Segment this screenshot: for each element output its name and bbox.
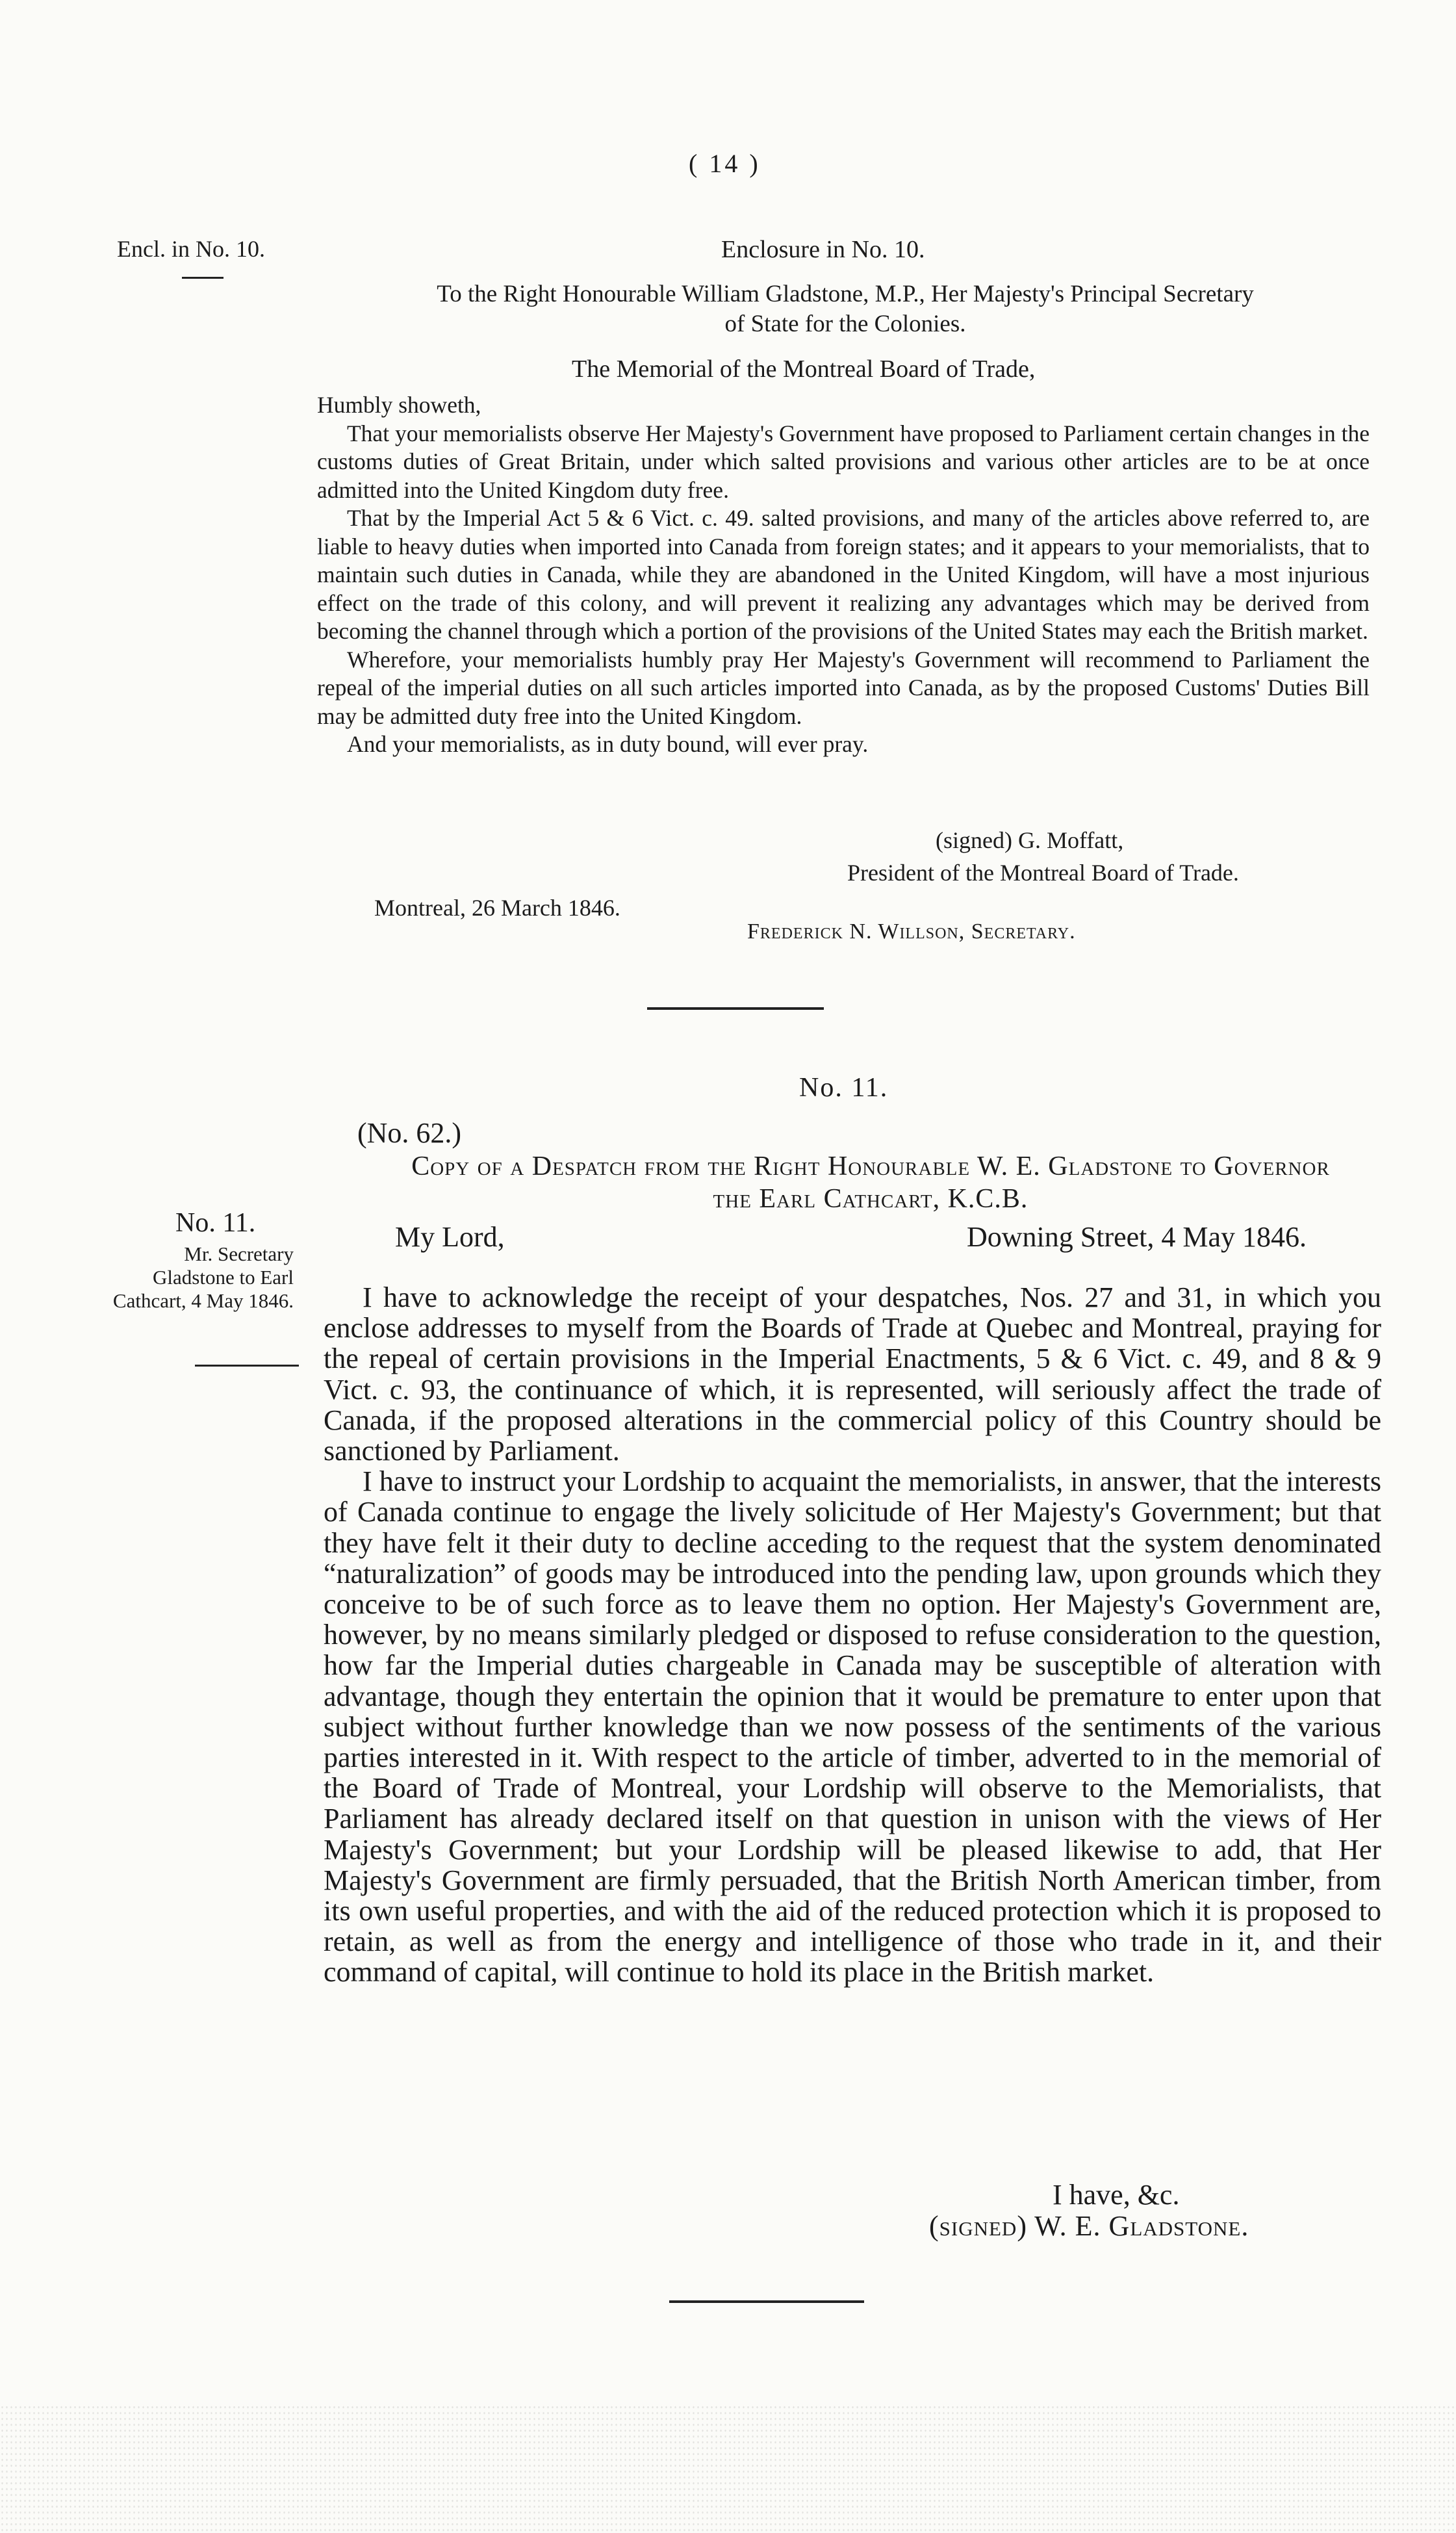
despatch-paragraph: I have to acknowledge the receipt of your despatches, Nos. 27 and 31, in which you enclose addresses to myself from the Boards of Trade at Quebec and Montreal, praying for the repeal of certain provisions in the Imperial Enactments, 5 & 6 Vict. c. 49, and 8 & 9 Vict. c. 93, the continuance of which, it is represented, will seriously affect the trade of Canada, if the proposed alterations in the commercial policy of this Country should be sanctioned by Parliament. bbox=[324, 1281, 1381, 1467]
despatch-salutation: My Lord, bbox=[395, 1221, 505, 1253]
secretary-signature: Frederick N. Willson, Secretary. bbox=[747, 919, 1076, 944]
margin-note-description: Mr. Secretary Gladstone to Earl Cathcart, 4 May 1846. bbox=[112, 1242, 294, 1312]
address-line-2: of State for the Colonies. bbox=[724, 311, 966, 337]
end-divider bbox=[669, 2300, 864, 2303]
memorial-paragraph: Wherefore, your memorialists humbly pray Her Majesty's Government will recommend to Parliament the repeal of the imperial duties on all such articles imported into Canada, as by the proposed Customs' Duties Bill may be admitted duty free into the United Kingdom. bbox=[317, 646, 1370, 729]
scan-speckle bbox=[0, 2404, 1456, 2533]
memorial-salutation: Humbly showeth, bbox=[317, 392, 481, 418]
page-number: ( 14 ) bbox=[689, 149, 761, 178]
despatch-title-line-2: the Earl Cathcart, K.C.B. bbox=[713, 1184, 1028, 1214]
despatch-closing: I have, &c. bbox=[1053, 2179, 1180, 2211]
despatch-number-heading: No. 11. bbox=[799, 1073, 889, 1103]
despatch-body bbox=[324, 1252, 1381, 1988]
margin-divider bbox=[182, 277, 224, 279]
despatch-paragraph: I have to instruct your Lordship to acquaint the memorialists, in answer, that the interests of Canada continue to engage the lively solicitude of Her Majesty's Government; but that they have felt it their duty to decline acceding to the request that the system denominated “naturalization” of goods may be introduced into the pending law, upon grounds which they conceive to be of such force as to leave them no option. Her Majesty's Government are, however, by no means similarly pledged or disposed to refuse consideration to the question, how far the Imperial duties chargeable in Canada may be susceptible of alteration with advantage, though they entertain the opinion that it would be premature to enter upon that subject without further knowledge than we now possess of the sentiments of the various parties interested in it. With respect to the article of timber, adverted to in the memorial of the Board of Trade of Montreal, your Lordship will observe to the Memorialists, that Parliament has already declared itself on that question in unison with the views of Her Majesty's Government; but your Lordship will be pleased likewise to add, that Her Majesty's Government are firmly persuaded, that the British North American timber, from its own useful properties, and with the aid of the reduced protection which it is proposed to retain, as well as from the energy and intelligence of those who trade in it, and their command of capital, will continue to hold its place in the British market. bbox=[324, 1465, 1381, 1988]
address-line-1: To the Right Honourable William Gladstone, M.P., Her Majesty's Principal Secretary bbox=[437, 281, 1254, 307]
memorial-signature: (signed) G. Moffatt, bbox=[936, 827, 1124, 853]
margin-note-enclosure: Encl. in No. 10. bbox=[117, 236, 265, 262]
margin-note-number: No. 11. bbox=[175, 1208, 256, 1238]
memorial-body bbox=[317, 391, 1370, 759]
signatory-title: President of the Montreal Board of Trade. bbox=[847, 860, 1239, 886]
address-block bbox=[322, 279, 1368, 339]
despatch-title bbox=[364, 1150, 1377, 1215]
despatch-dateline: Downing Street, 4 May 1846. bbox=[967, 1221, 1307, 1253]
despatch-signature: (signed) W. E. Gladstone. bbox=[929, 2210, 1249, 2242]
memorial-title: The Memorial of the Montreal Board of Trade, bbox=[572, 355, 1036, 383]
despatch-title-line-1: Copy of a Despatch from the Right Honourable W. E. Gladstone to Governor bbox=[411, 1151, 1330, 1181]
memorial-paragraph: And your memorialists, as in duty bound, will ever pray. bbox=[347, 731, 869, 757]
despatch-reference: (No. 62.) bbox=[357, 1117, 462, 1149]
place-date: Montreal, 26 March 1846. bbox=[374, 895, 620, 921]
enclosure-heading: Enclosure in No. 10. bbox=[721, 236, 925, 263]
memorial-paragraph: That by the Imperial Act 5 & 6 Vict. c. 49. salted provisions, and many of the articles above referred to, are liable to heavy duties when imported into Canada from foreign states; and it appears to your memorialists, that to maintain such duties in Canada, while they are abandoned in the United Kingdom, will have a most injurious effect on the trade of this colony, and will prevent it realizing any advantages which may be derived from becoming the channel through which a portion of the provisions of the United States may each the British market. bbox=[317, 505, 1370, 644]
memorial-paragraph: That your memorialists observe Her Majesty's Government have proposed to Parliament certain changes in the customs duties of Great Britain, under which salted provisions and various other articles are to be at once admitted into the United Kingdom duty free. bbox=[317, 420, 1370, 503]
margin-divider bbox=[195, 1365, 299, 1367]
section-divider bbox=[647, 1007, 824, 1010]
